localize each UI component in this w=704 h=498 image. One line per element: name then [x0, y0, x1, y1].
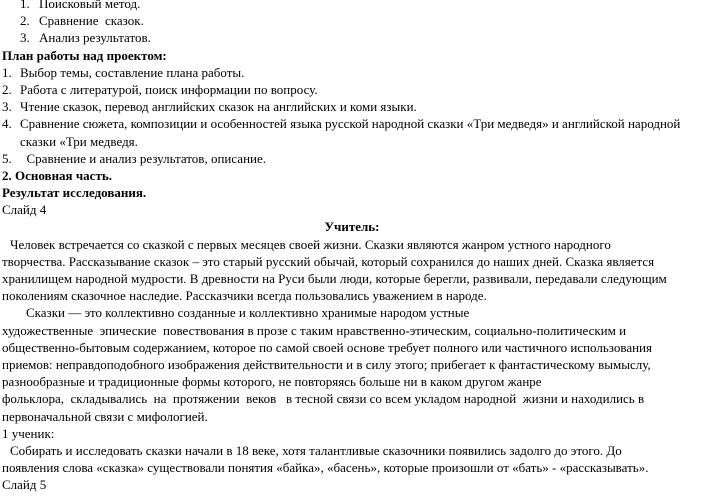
paragraph-line: хранилищем народной мудрости. В древности на Руси были люди, которые берегли, развивали, передавали следующим	[2, 271, 667, 286]
list-item: 4. Сравнение сюжета, композиции и особенностей языка русской народной сказки «Три медведя» и английской народной	[2, 116, 681, 132]
list-item: 1. Поисковый метод.	[20, 0, 141, 11]
paragraph	[2, 304, 702, 424]
paragraph	[2, 442, 702, 476]
paragraph-line: приемов: неправдоподобного изображения действительности и в силу этого; прибегает к фантастическому вымыслу,	[2, 356, 651, 372]
speaker-label: 1 ученик:	[2, 425, 55, 441]
paragraph-line: Человек встречается со сказкой с первых месяцев своей жизни. Сказки являются жанром устного народного	[10, 236, 611, 252]
list-item: 1. Выбор темы, составление плана работы.	[2, 64, 245, 80]
paragraph-line: поколениям сказочное наследие. Рассказчики всегда пользовались уважением в народе.	[2, 288, 487, 304]
main-part-heading: 2. Основная часть.	[2, 167, 112, 183]
list-item: 3. Анализ результатов.	[20, 30, 151, 46]
paragraph-line: общественно-бытовым содержанием, которое по самой своей основе требует полного или частичного использования	[2, 339, 652, 355]
list-item: 2. Работа с литературой, поиск информации по вопросу.	[2, 81, 318, 97]
paragraph-line: Собирать и исследовать сказки начали в 18 веке, хотя талантливые сказочники появились задолго до этого. До	[10, 442, 622, 458]
research-result-heading: Результат исследования.	[2, 185, 147, 201]
list-item: 2. Сравнение сказок.	[20, 13, 144, 29]
plan-list	[2, 64, 702, 167]
slide-label: Слайд 4	[2, 202, 47, 218]
paragraph-line: появления слова «сказка» существовали понятия «байка», «басень», которые произошли от «бать» - «рассказывать».	[2, 460, 649, 476]
paragraph-line: разнообразные и традиционные формы которого, не повторяясь больше ни в каком другом жанре	[2, 374, 542, 390]
list-item-continuation: сказки «Три медведя.	[20, 133, 138, 149]
paragraph-line: творчества. Рассказывание сказок – это старый русский обычай, который сохранился до наших дней. Сказка является	[2, 253, 655, 269]
teacher-heading: Учитель:	[324, 219, 380, 235]
paragraph-line: Сказки — это коллективно созданные и коллективно хранимые народом устные	[26, 305, 470, 321]
methods-list	[2, 0, 702, 47]
list-item: 5. Сравнение и анализ результатов, описание.	[2, 150, 266, 166]
paragraph-line: художественные эпические повествования в прозе с таким нравственно-этическим, социально-политическим и	[2, 322, 627, 338]
paragraph	[2, 236, 702, 305]
plan-heading: План работы над проектом:	[2, 47, 167, 63]
slide-label: Слайд 5	[2, 477, 47, 493]
list-item: 3. Чтение сказок, перевод английских сказок на английских и коми языки.	[2, 99, 417, 115]
paragraph-line: фольклора, складывались на протяжении веков в тесной связи со всем укладом народной жизни и находились в	[2, 391, 645, 407]
paragraph-line: первоначальной связи с мифологией.	[2, 408, 208, 424]
